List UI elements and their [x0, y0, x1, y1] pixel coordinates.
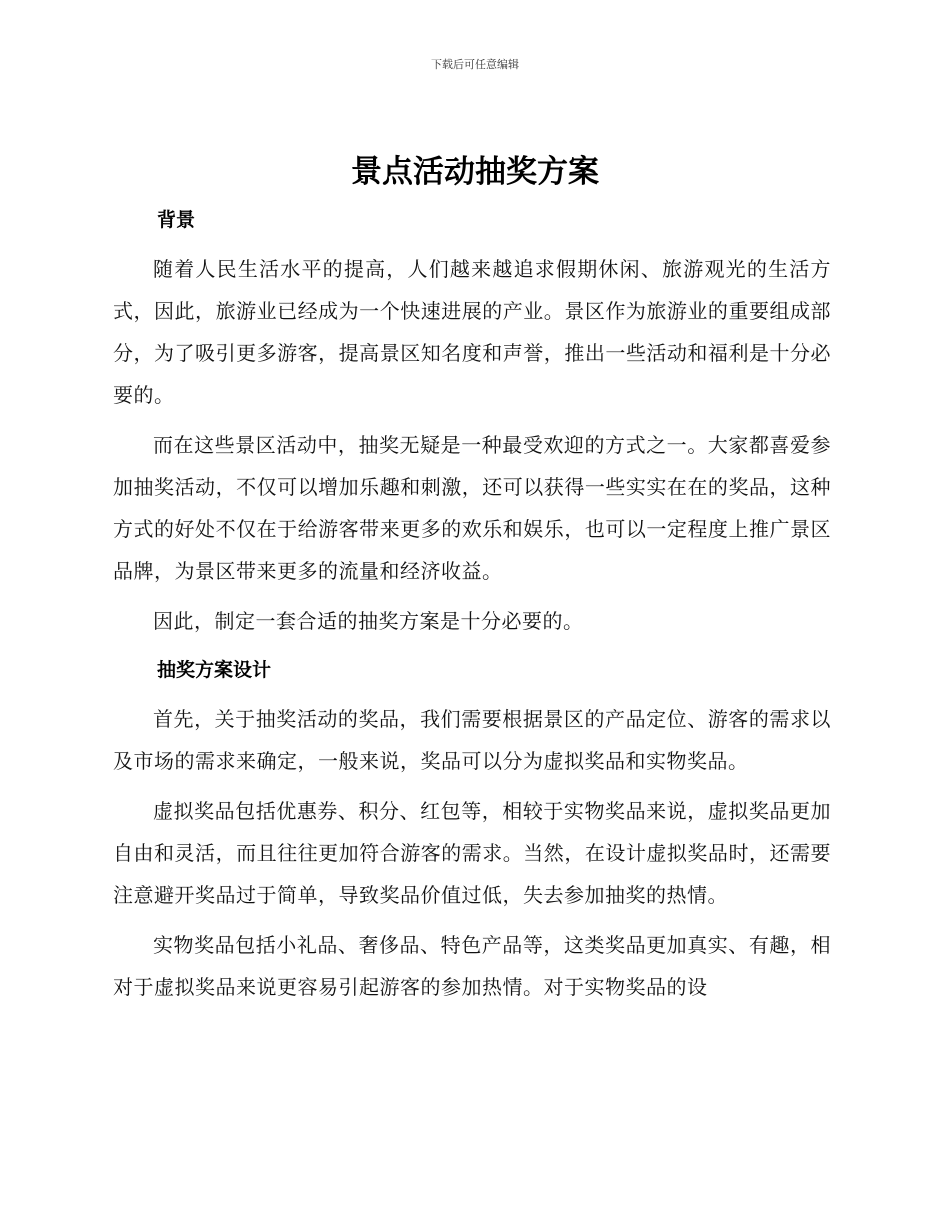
document-body: [113, 200, 831, 1008]
document-title: 景点活动抽奖方案: [351, 154, 599, 190]
paragraph: 实物奖品包括小礼品、奢侈品、特色产品等，这类奖品更加真实、有趣，相对于虚拟奖品来说更容易引起游客的参加热情。对于实物奖品的设: [113, 933, 831, 999]
paragraph: 随着人民生活水平的提高，人们越来越追求假期休闲、旅游观光的生活方式，因此，旅游业已经成为一个快速进展的产业。景区作为旅游业的重要组成部分，为了吸引更多游客，提高景区知名度和声誉，推出一些活动和福利是十分必要的。: [113, 257, 831, 407]
header-note: 下载后可任意编辑: [431, 58, 519, 71]
paragraph: 因此，制定一套合适的抽奖方案是十分必要的。: [153, 609, 584, 633]
section-heading-background: 背景: [157, 209, 196, 231]
paragraph: 而在这些景区活动中，抽奖无疑是一种最受欢迎的方式之一。大家都喜爱参加抽奖活动，不仅可以增加乐趣和刺激，还可以获得一些实实在在的奖品，这种方式的好处不仅在于给游客带来更多的欢乐和娱乐，也可以一定程度上推广景区品牌，为景区带来更多的流量和经济收益。: [113, 433, 831, 583]
paragraph: 虚拟奖品包括优惠券、积分、红包等，相较于实物奖品来说，虚拟奖品更加自由和灵活，而且往往更加符合游客的需求。当然，在设计虚拟奖品时，还需要注意避开奖品过于简单，导致奖品价值过低，失去参加抽奖的热情。: [113, 799, 831, 907]
section-heading-lottery-design: 抽奖方案设计: [157, 659, 272, 681]
paragraph: 首先，关于抽奖活动的奖品，我们需要根据景区的产品定位、游客的需求以及市场的需求来确定，一般来说，奖品可以分为虚拟奖品和实物奖品。: [113, 707, 831, 773]
